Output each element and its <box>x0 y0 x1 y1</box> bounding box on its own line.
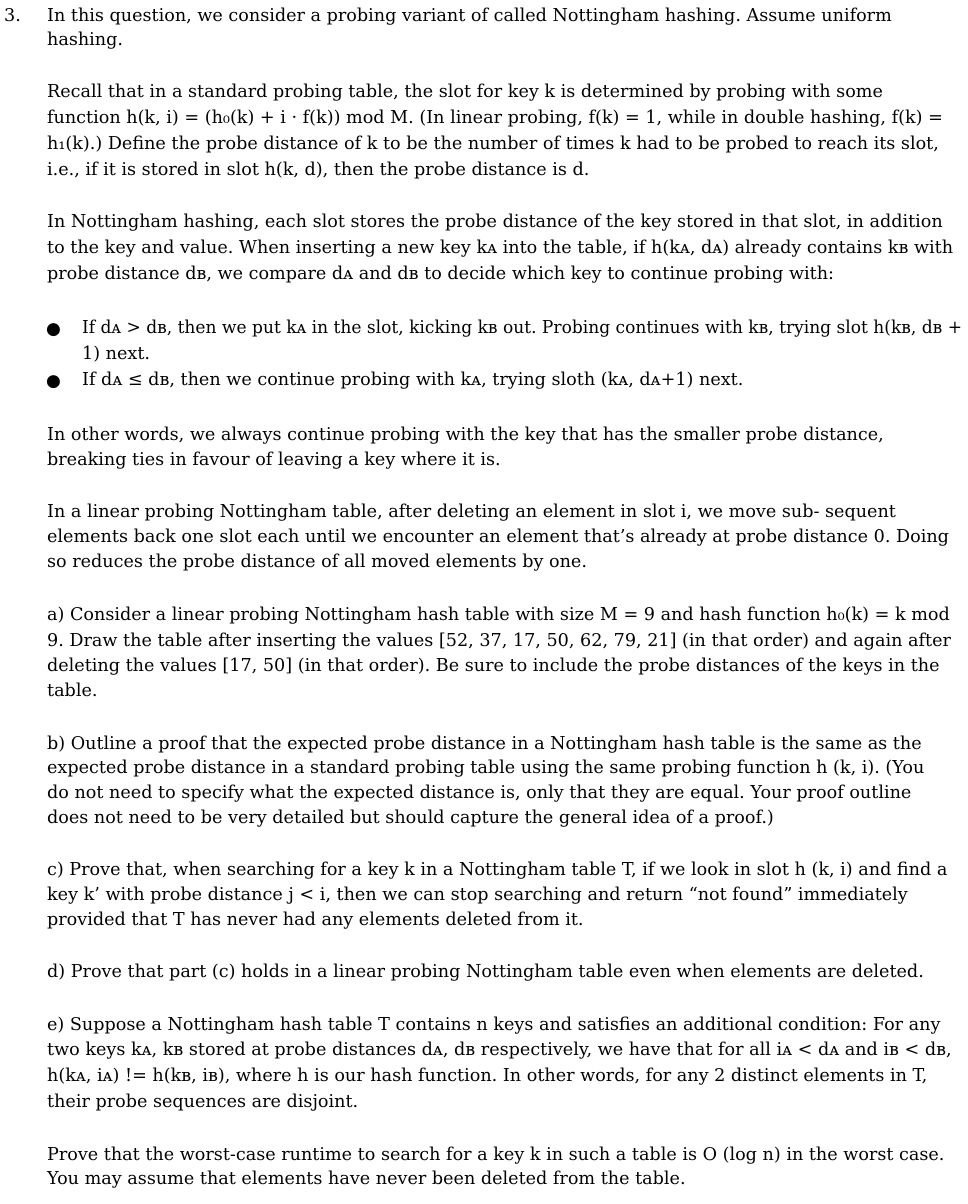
part-a-line: deleting the values [17, 50] (in that order). Be sure to include the probe distances of the keys in the <box>47 656 940 676</box>
definition-line: to the key and value. When inserting a new key kᴀ into the table, if h(kᴀ, dᴀ) already contains kʙ with <box>47 238 954 258</box>
deletion-line: In a linear probing Nottingham table, after deleting an element in slot i, we move sub- sequent <box>47 502 896 522</box>
part-b-line: does not need to be very detailed but should capture the general idea of a proof.) <box>47 808 774 828</box>
summary-line: In other words, we always continue probing with the key that has the smaller probe distance, <box>47 425 884 445</box>
definition-line: probe distance dʙ, we compare dᴀ and dʙ to decide which key to continue probing with: <box>47 264 834 284</box>
bullet-line: If dᴀ ≤ dʙ, then we continue probing with kᴀ, trying sloth (kᴀ, dᴀ+1) next. <box>82 370 744 390</box>
part-c-line: c) Prove that, when searching for a key k in a Nottingham table T, if we look in slot h (k, i) and find a <box>47 860 948 880</box>
part-c-line: key k’ with probe distance j < i, then we can stop searching and return “not found” immediately <box>47 885 908 905</box>
part-b-line: b) Outline a proof that the expected probe distance in a Nottingham hash table is the same as the <box>47 734 922 754</box>
bullet-line: If dᴀ > dʙ, then we put kᴀ in the slot, kicking kʙ out. Probing continues with kʙ, trying slot h(kʙ, dʙ + <box>82 318 963 338</box>
part-d-line: d) Prove that part (c) holds in a linear probing Nottingham table even when elements are deleted. <box>47 962 924 982</box>
recall-line: function h(k, i) = (h₀(k) + i · f(k)) mod M. (In linear probing, f(k) = 1, while in double hashing, f(k) = <box>47 108 943 128</box>
part-a-line: 9. Draw the table after inserting the values [52, 37, 17, 50, 62, 79, 21] (in that order) and again after <box>47 631 951 651</box>
definition-line: In Nottingham hashing, each slot stores the probe distance of the key stored in that slot, in addition <box>47 212 943 232</box>
intro-line: hashing. <box>47 30 123 50</box>
question-number: 3. <box>4 6 21 26</box>
deletion-line: elements back one slot each until we encounter an element that’s already at probe distance 0. Doing <box>47 527 949 547</box>
summary-line: breaking ties in favour of leaving a key where it is. <box>47 450 501 470</box>
part-a-line: table. <box>47 681 98 701</box>
part-b-line: expected probe distance in a standard probing table using the same probing function h (k, i). (You <box>47 758 925 778</box>
part-c-line: provided that T has never had any elements deleted from it. <box>47 910 584 930</box>
part-e-line: two keys kᴀ, kʙ stored at probe distances dᴀ, dʙ respectively, we have that for all iᴀ < dᴀ and iʙ < dʙ, <box>47 1040 952 1060</box>
intro-line: In this question, we consider a probing variant of called Nottingham hashing. Assume uniform <box>47 6 892 26</box>
bullet-line: 1) next. <box>82 344 150 364</box>
bullet-dot-icon: ● <box>46 371 61 391</box>
part-a-line: a) Consider a linear probing Nottingham hash table with size M = 9 and hash function h₀(k) = k mod <box>47 605 950 625</box>
recall-line: Recall that in a standard probing table, the slot for key k is determined by probing with some <box>47 82 883 102</box>
part-e-line: h(kᴀ, iᴀ) != h(kʙ, iʙ), where h is our hash function. In other words, for any 2 distinct elements in T, <box>47 1066 928 1086</box>
deletion-line: so reduces the probe distance of all moved elements by one. <box>47 552 587 572</box>
recall-line: i.e., if it is stored in slot h(k, d), then the probe distance is d. <box>47 160 590 180</box>
part-e-line: their probe sequences are disjoint. <box>47 1092 359 1112</box>
part-e-prove-line: Prove that the worst-case runtime to search for a key k in such a table is O (log n) in the worst case. <box>47 1145 945 1165</box>
part-b-line: do not need to specify what the expected distance is, only that they are equal. Your proof outline <box>47 783 912 803</box>
part-e-prove-line: You may assume that elements have never been deleted from the table. <box>47 1169 686 1189</box>
part-e-line: e) Suppose a Nottingham hash table T contains n keys and satisfies an additional condition: For any <box>47 1015 941 1035</box>
recall-line: h₁(k).) Define the probe distance of k to be the number of times k had to be probed to reach its slot, <box>47 134 939 154</box>
bullet-dot-icon: ● <box>46 319 61 339</box>
